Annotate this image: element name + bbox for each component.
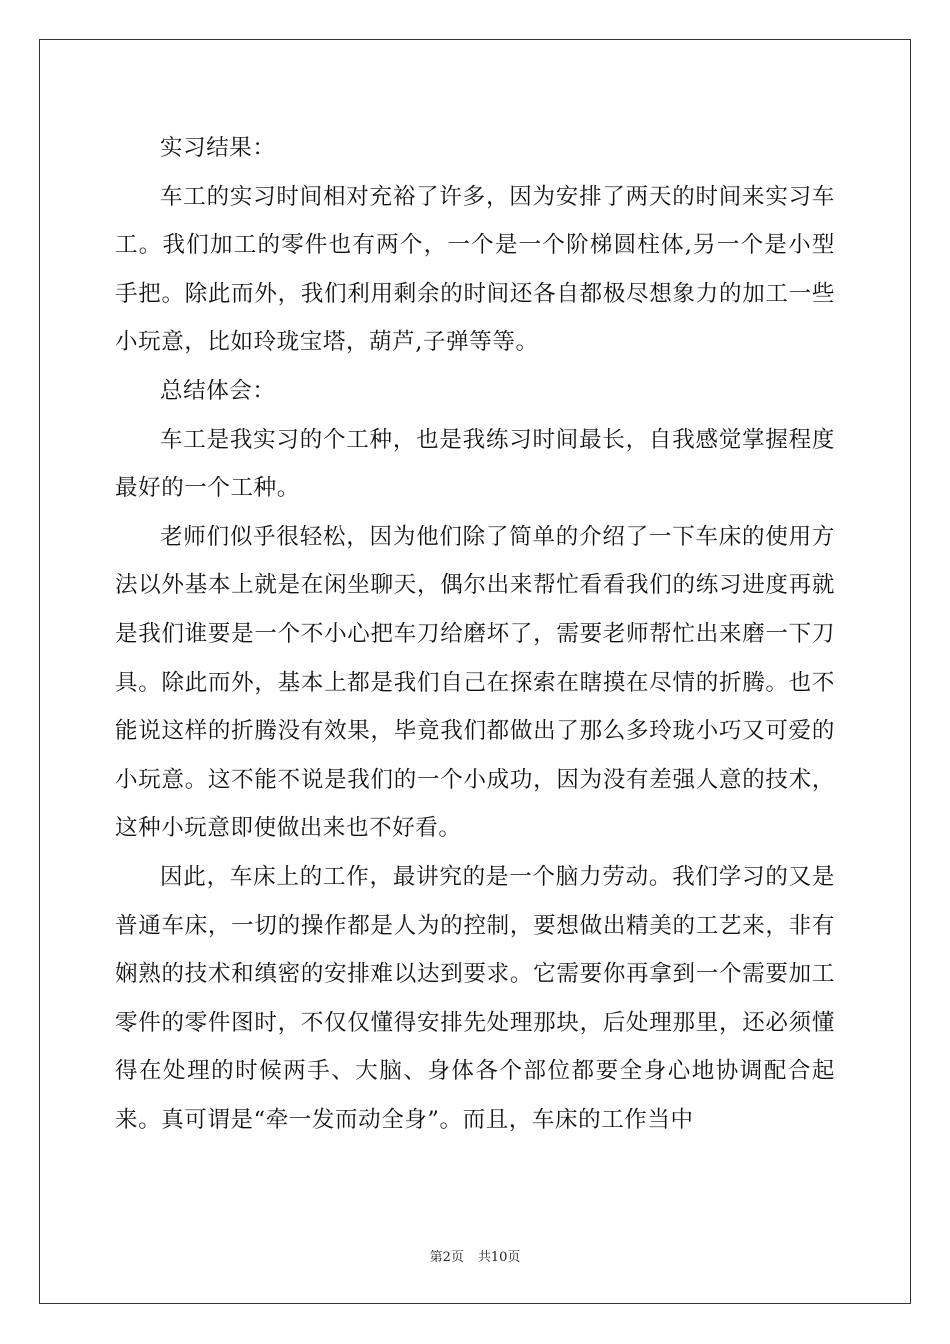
heading-summary: 总结体会：: [160, 377, 276, 404]
page-footer: [0, 1246, 950, 1265]
paragraph-mental-work: 因此，车床上的工作，最讲究的是一个脑力劳动。我们学习的又是普通车床，一切的操作都是人为的控制，要想做出精美的工艺来，非有娴熟的技术和缜密的安排难以达到要求。它需要你再拿到一个需要加工零件的零件图时，不仅仅懂得安排先处理那块，后处理那里，还必须懂得在处理的时候两手、大脑、身体各个部位都要全身心地协调配合起来。真可谓是“牵一发而动全身”。而且，车床的工作当中: [115, 863, 835, 1133]
document-body: [115, 124, 835, 1144]
paragraph-teachers: 老师们似乎很轻松，因为他们除了简单的介绍了一下车床的使用方法以外基本上就是在闲坐聊天，偶尔出来帮忙看看我们的练习进度再就是我们谁要是一个不小心把车刀给磨坏了，需要老师帮忙出来磨一下刀具。除此而外，基本上都是我们自己在探索在瞎摸在尽情的折腾。也不能说这样的折腾没有效果，毕竟我们都做出了那么多玲珑小巧又可爱的小玩意。这不能不说是我们的一个小成功，因为没有差强人意的技术，这种小玩意即使做出来也不好看。: [115, 523, 835, 842]
paragraph-lathe-trade: 车工是我实习的个工种，也是我练习时间最长，自我感觉掌握程度最好的一个工种。: [115, 426, 835, 502]
page-total: 共10页: [477, 1250, 521, 1265]
heading-internship-result: 实习结果：: [160, 135, 276, 161]
page-number: 第2页: [429, 1250, 464, 1265]
paragraph-lathe-practice: 车工的实习时间相对充裕了许多，因为安排了两天的时间来实习车工。我们加工的零件也有两个，一个是一个阶梯圆柱体,另一个是小型手把。除此而外，我们利用剩余的时间还各自都极尽想象力的加工一些小玩意，比如玲珑宝塔，葫芦,子弹等等。: [115, 183, 835, 356]
